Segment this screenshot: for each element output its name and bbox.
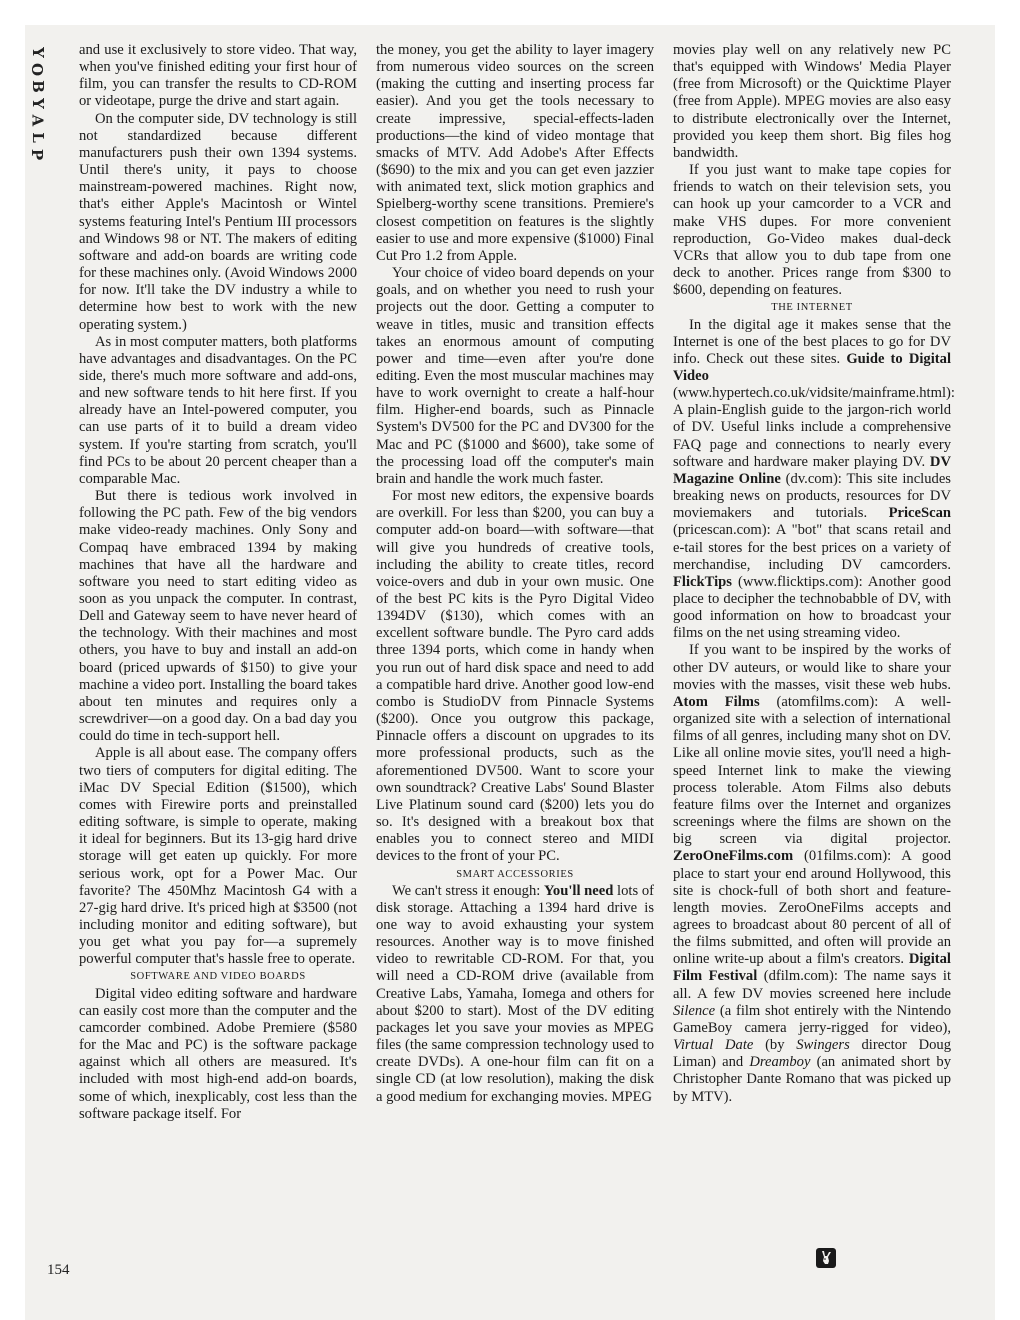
paragraph <box>673 316 955 643</box>
text-run: lots of disk storage. Attaching a 1394 hard drive is one way to avoid exhausting your system resources. Another way is to move finished video to rewritable CD-ROM. For that, you will need a CD-ROM drive (available from Creative Labs, Yamaha, Iomega and others for about $200 to start). Most of the DV editing packages let you save your movies as MPEG files (the same compression technology used to create DVDs). A one-hour film can fit on a single CD (at low resolution), making the disk a good medium for exchanging movies. MPEG <box>376 882 654 1105</box>
running-head-playboy <box>27 44 47 163</box>
site-name: Guide to Digital Video <box>673 350 951 384</box>
article-column-3 <box>673 42 955 1106</box>
paragraph: On the computer side, DV technology is still not standardized because different manufacturers push their own 1394 systems. Until there's unity, it pays to choose mainstream-powered machines. Right now, that's either Apple's Macintosh or Wintel systems featuring Intel's Pentium III processors and Windows 98 or NT. The makers of editing software and add-on boards are writing code for these machines only. (Avoid Windows 2000 for now. It'll take the DV industry a while to determine how best to work with the new operating system.) <box>79 110 357 333</box>
section-heading-software: SOFTWARE AND VIDEO BOARDS <box>130 971 306 983</box>
site-name: ZeroOneFilms.com <box>673 848 794 865</box>
paragraph: If you just want to make tape copies for friends to watch on their television sets, you can hook up your camcorder to a VCR and make VHS dupes. For more convenient reproduction, Go-Video makes dual-deck VCRs that allow you to dub tape from one deck to another. Prices range from $300 to $600, depending on features. <box>673 162 951 299</box>
article-column-1 <box>79 42 357 1123</box>
section-heading-internet: THE INTERNET <box>771 302 853 314</box>
film-title: Virtual Date <box>673 1037 754 1054</box>
spine-letter: Y <box>28 98 47 109</box>
film-title: Swingers <box>796 1037 850 1054</box>
text-run: (by <box>753 1037 797 1054</box>
text-run: We can't stress it enough: <box>392 882 544 899</box>
text-run: If you want to be inspired by the works of other DV auteurs, or would like to share your movies with the masses, visit these web hubs. <box>673 642 951 693</box>
text-run: (an animated short by Christopher Dante Romano that was picked up by MTV). <box>673 1054 951 1105</box>
rabbit-head-icon-glyph <box>816 1248 836 1268</box>
spine-letter: B <box>28 80 47 93</box>
text-run: director Doug Liman) and <box>673 1037 951 1071</box>
section-heading-accessories: SMART ACCESSORIES <box>456 868 574 880</box>
site-name: PriceScan <box>888 505 951 522</box>
text-run: (dv.com): This site includes breaking news on products, resources for DV moviemakers and tutorials. <box>673 470 951 522</box>
site-name: Atom Films <box>673 693 760 710</box>
rabbit-head-icon <box>816 1248 836 1268</box>
film-title: Dreamboy <box>749 1054 811 1071</box>
spine-letter: P <box>28 148 47 161</box>
paragraph <box>376 883 654 1106</box>
spine-letter: Y <box>28 47 47 58</box>
text-run: (www.hypertech.co.uk/vidsite/mainframe.html): A plain-English guide to the jargon-rich world of DV. Useful links include a comprehensive FAQ page and connections to nearly every software and hardware maker playing DV. <box>673 385 955 470</box>
paragraph: the money, you get the ability to layer imagery from numerous video sources on the screen (making the cutting and inserting process far easier). And you get the tools necessary to create impressive, special-effects-laden productions—the kind of video montage that smacks of MTV. Add Adobe's After Effects ($690) to the mix and you can get even jazzier with animated text, slick motion graphics and Spielberg-worthy scene transitions. Premiere's closest competition on features is the slightly easier to use and more expensive ($1000) Final Cut Pro 1.2 from Apple. <box>376 42 654 264</box>
text-run: (dfilm.com): The name says it all. A few DV movies screened here include <box>673 968 951 1002</box>
text-run: (www.flicktips.com): Another good place to decipher the technobabble of DV, with good information on how to broadcast your films on the net using streaming video. <box>673 573 951 642</box>
text-run: In the digital age it makes sense that the Internet is one of the best places to go for DV info. Check out these sites. <box>673 316 951 367</box>
bold-run: You'll need <box>544 882 614 899</box>
paragraph: movies play well on any relatively new PC that's equipped with Windows' Media Player (free from Microsoft) or the Quicktime Player (free from Apple). MPEG movies are also easy to distribute electronically over the Internet, provided you keep them short. Big files hog bandwidth. <box>673 42 951 161</box>
page-number: 154 <box>47 1262 70 1278</box>
paragraph: Apple is all about ease. The company offers two tiers of computers for digital editing. The iMac DV Special Edition ($1500), which comes with Firewire ports and preinstalled editing software, is simple to operate, making it ideal for beginners. But its 13-gig hard drive storage will get eaten up quickly. For more serious work, opt for a Power Mac. Our favorite? The 450Mhz Macintosh G4 with a 27-gig hard drive. It's priced high at $3500 (not including monitor and editing software), but you get what you pay for—a supremely powerful computer that's hassle free to operate. <box>79 745 357 968</box>
paragraph: Digital video editing software and hardware can easily cost more than the computer and the camcorder combined. Adobe Premiere ($580 for the Mac and PC) is the software package against which all others are measured. It's included with most high-end add-on boards, some of which, inexplicably, cost less than the software package itself. For <box>79 985 357 1122</box>
site-name: Digital Film Festival <box>673 951 951 985</box>
text-run: (pricescan.com): A "bot" that scans retail and e-tail stores for the best prices on a variety of merchandise, including DV camcorders. <box>673 522 951 573</box>
spine-letter: O <box>28 62 47 77</box>
paragraph: For most new editors, the expensive boards are overkill. For less than $200, you can buy a computer add-on board—with software—that will give you hundreds of creative tools, including the ability to create titles, record voice-overs and dub in your own music. One of the best PC kits is the Pyro Digital Video 1394DV ($130), which comes with an excellent software bundle. The Pyro card adds three 1394 ports, which come in handy when you run out of hard disk space and need to add a compatible hard drive. Another good low-end combo is StudioDV from Pinnacle Systems ($200). Once you outgrow this package, Pinnacle offers a discount on upgrades to its more professional products, such as the aforementioned DV500. Want to score your own soundtrack? Creative Labs' Sound Blaster Live Platinum sound card ($200) lets you do so. It's designed with a breakout box that enables you to connect stereo and MIDI devices to the front of your PC. <box>376 488 654 865</box>
spine-letter: L <box>28 132 47 143</box>
site-name: FlickTips <box>673 573 732 590</box>
text-run: (01films.com): A good place to start your end around Hollywood, this site is chock-full of both short and feature-length movies. ZeroOneFilms accepts and agrees to broadcast about 80 percent of all of the films submitted, and often will provide an online write-up about a film's creators. <box>673 848 951 968</box>
film-title: Silence <box>673 1002 716 1019</box>
paragraph: Your choice of video board depends on your goals, and on whether you need to rush your projects out the door. Getting a computer to weave in titles, music and transition effects takes an enormous amount of computing power and time—even after you're done editing. Even the most muscular machines may have to work overnight to create a half-hour film. Higher-end boards, such as Pinnacle System's DV500 for the PC and DV300 for the Mac and PC ($1000 and $600), take some of the processing load off the computer's main brain and handle the work much faster. <box>376 265 654 487</box>
spine-letter: A <box>28 114 47 127</box>
text-run: (a film shot entirely with the Nintendo GameBoy camera jerry-rigged for video), <box>673 1002 951 1036</box>
text-run: (atomfilms.com): A well-organized site with a selection of international films of all genres, including many shot on DV. Like all online movie sites, you'll need a high-speed Internet link to make the viewing process tolerable. Atom Films also debuts feature films over the Internet and organizes screenings where the films are shown on the big screen via digital projector. <box>673 693 951 848</box>
paragraph: But there is tedious work involved in following the PC path. Few of the big vendors make video-ready machines. Only Sony and Compaq have embraced 1394 by making machines that have all the hardware and software you need to start editing video as soon as you unpack the computer. In contrast, Dell and Gateway seem to have never heard of the technology. With their machines and most others, you have to buy and install an add-on board (priced upwards of $150) to give your machine a video port. Installing the board takes about ten minutes and requires only a screwdriver—on a good day. On a bad day you could do time in tech-support hell. <box>79 488 357 745</box>
article-column-2 <box>376 42 654 1106</box>
site-name: DV Magazine Online <box>673 453 951 487</box>
paragraph <box>673 642 951 1105</box>
paragraph: and use it exclusively to store video. That way, when you've finished editing your first hour of film, you can transfer the results to CD-ROM or videotape, purge the drive and start again. <box>79 42 357 110</box>
paragraph: As in most computer matters, both platforms have advantages and disadvantages. On the PC side, there's much more software and add-ons, and new software tends to hit here first. If you already have an Intel-powered computer, you can use parts of it to build a dream video system. If you're starting from scratch, you'll find PCs to be about 20 percent cheaper than a comparable Mac. <box>79 333 357 487</box>
